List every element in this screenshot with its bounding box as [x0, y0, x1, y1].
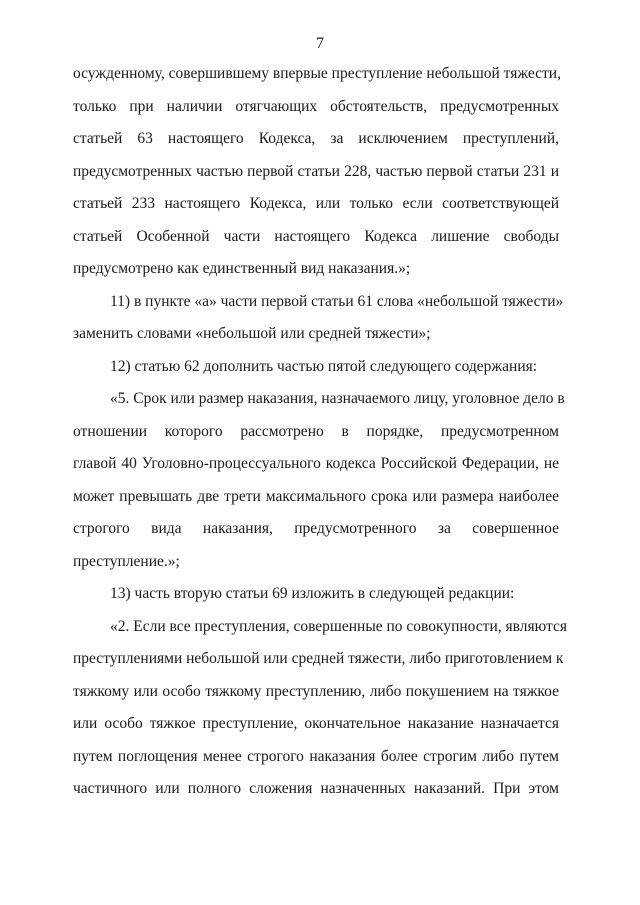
- text-line: может превышать две трети максимального срока или размера наиболее: [73, 488, 559, 505]
- text-line: осужденному, совершившему впервые преступление небольшой тяжести,: [73, 65, 561, 82]
- text-line: заменить словами «небольшой или средней тяжести»;: [73, 325, 431, 342]
- page-number: 7: [316, 35, 324, 52]
- text-line: главой 40 Уголовно-процессуального кодекса Российской Федерации, не: [73, 455, 559, 472]
- text-line: 11) в пункте «а» части первой статьи 61 слова «небольшой тяжести»: [110, 293, 564, 310]
- text-line: тяжкому или особо тяжкому преступлению, либо покушением на тяжкое: [73, 683, 559, 700]
- text-line: отношении которого рассмотрено в порядке, предусмотренном: [73, 423, 559, 440]
- text-line: предусмотрено как единственный вид наказания.»;: [73, 260, 411, 277]
- text-line: статьей 63 настоящего Кодекса, за исключением преступлений,: [73, 130, 559, 147]
- text-line: 12) статью 62 дополнить частью пятой следующего содержания:: [110, 358, 538, 375]
- text-line: только при наличии отягчающих обстоятельств, предусмотренных: [73, 98, 559, 115]
- text-line: статьей Особенной части настоящего Кодекса лишение свободы: [73, 228, 559, 245]
- text-line: частичного или полного сложения назначенных наказаний. При этом: [73, 780, 559, 797]
- text-line: «2. Если все преступления, совершенные по совокупности, являются: [110, 618, 567, 635]
- text-line: 13) часть вторую статьи 69 изложить в следующей редакции:: [110, 585, 515, 602]
- text-line: преступление.»;: [73, 553, 180, 570]
- text-line: строгого вида наказания, предусмотренного за совершенное: [73, 520, 559, 537]
- text-line: статьей 233 настоящего Кодекса, или только если соответствующей: [73, 195, 559, 212]
- text-line: или особо тяжкое преступление, окончательное наказание назначается: [73, 715, 559, 732]
- text-line: преступлениями небольшой или средней тяжести, либо приготовлением к: [73, 650, 564, 667]
- text-line: «5. Срок или размер наказания, назначаемого лицу, уголовное дело в: [110, 390, 565, 407]
- text-line: путем поглощения менее строгого наказания более строгим либо путем: [73, 748, 559, 765]
- text-line: предусмотренных частью первой статьи 228, частью первой статьи 231 и: [73, 163, 559, 180]
